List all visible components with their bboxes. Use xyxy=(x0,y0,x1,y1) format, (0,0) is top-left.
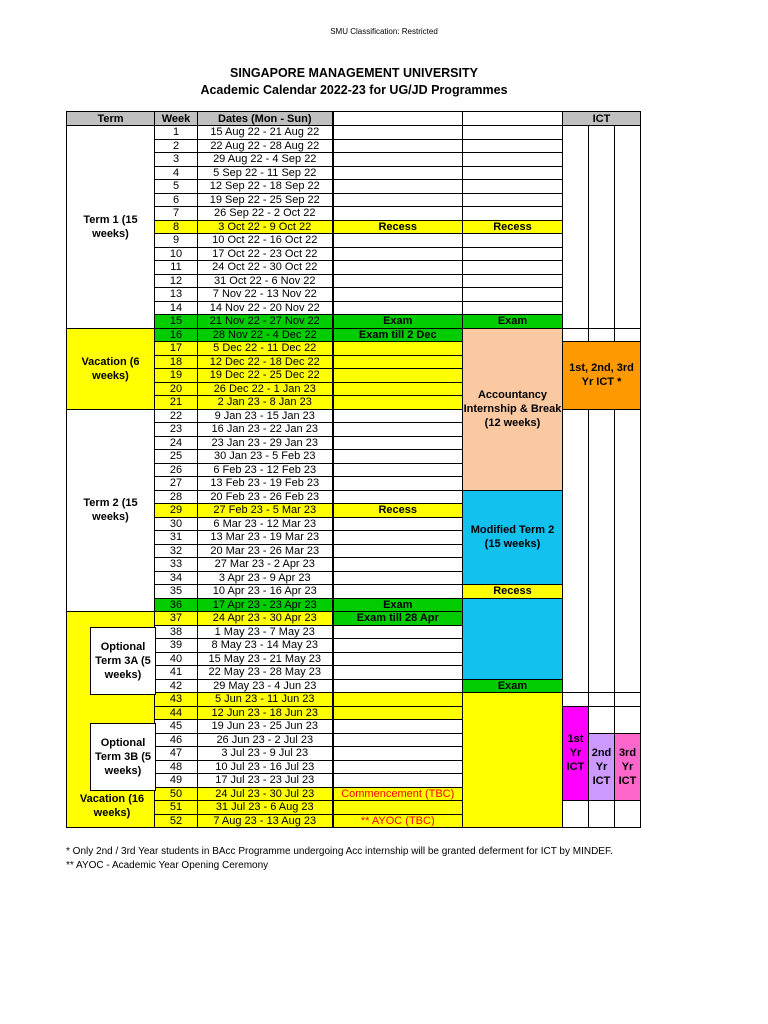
acc-internship-cell: Accountancy Internship & Break (12 weeks) xyxy=(463,328,563,490)
footnote-ict-deferment: * Only 2nd / 3rd Year students in BAcc Programme undergoing Acc internship will be granted deferment for ICT by MINDEF. xyxy=(66,846,613,857)
acc-cell xyxy=(463,166,563,180)
event-cell xyxy=(333,652,463,666)
week-dates: 23 Jan 23 - 29 Jan 23 xyxy=(198,436,333,450)
recess-cell: Recess xyxy=(333,220,463,234)
week-number: 26 xyxy=(155,463,198,477)
university-title: SINGAPORE MANAGEMENT UNIVERSITY xyxy=(230,66,478,80)
week-dates: 8 May 23 - 14 May 23 xyxy=(198,639,333,653)
week-dates: 10 Oct 22 - 16 Oct 22 xyxy=(198,234,333,248)
week-number: 48 xyxy=(155,760,198,774)
week-number: 25 xyxy=(155,450,198,464)
ict-year-3-cell: 3rd Yr ICT xyxy=(615,733,641,801)
week-dates: 14 Nov 22 - 20 Nov 22 xyxy=(198,301,333,315)
week-number: 47 xyxy=(155,747,198,761)
acc-cell xyxy=(463,301,563,315)
event-cell xyxy=(333,679,463,693)
week-number: 40 xyxy=(155,652,198,666)
acc-recess-cell: Recess xyxy=(463,585,563,599)
week-number: 7 xyxy=(155,207,198,221)
week-dates: 12 Dec 22 - 18 Dec 22 xyxy=(198,355,333,369)
event-cell xyxy=(333,139,463,153)
week-number: 34 xyxy=(155,571,198,585)
week-dates: 30 Jan 23 - 5 Feb 23 xyxy=(198,450,333,464)
week-dates: 5 Sep 22 - 11 Sep 22 xyxy=(198,166,333,180)
ict-cell xyxy=(563,409,589,693)
event-cell xyxy=(333,207,463,221)
week-number: 51 xyxy=(155,801,198,815)
week-dates: 13 Mar 23 - 19 Mar 23 xyxy=(198,531,333,545)
week-dates: 9 Jan 23 - 15 Jan 23 xyxy=(198,409,333,423)
header-row xyxy=(67,112,641,126)
ict-cell xyxy=(589,706,615,733)
event-cell xyxy=(333,774,463,788)
ict-cell xyxy=(563,693,589,707)
week-number: 6 xyxy=(155,193,198,207)
week-dates: 26 Sep 22 - 2 Oct 22 xyxy=(198,207,333,221)
vacation-2-label xyxy=(72,791,152,821)
calendar-subtitle: Academic Calendar 2022-23 for UG/JD Programmes xyxy=(200,83,508,97)
exam-till-dec-cell: Exam till 2 Dec xyxy=(333,328,463,342)
exam-till-apr-cell: Exam till 28 Apr xyxy=(333,612,463,626)
ict-cell xyxy=(589,693,615,707)
event-cell xyxy=(333,301,463,315)
week-dates: 27 Mar 23 - 2 Apr 23 xyxy=(198,558,333,572)
week-number: 49 xyxy=(155,774,198,788)
week-number: 37 xyxy=(155,612,198,626)
week-number: 43 xyxy=(155,693,198,707)
event-header xyxy=(333,112,463,126)
week-number: 2 xyxy=(155,139,198,153)
week-dates: 15 May 23 - 21 May 23 xyxy=(198,652,333,666)
week-number: 3 xyxy=(155,153,198,167)
week-number: 42 xyxy=(155,679,198,693)
week-dates: 22 May 23 - 28 May 23 xyxy=(198,666,333,680)
week-number: 24 xyxy=(155,436,198,450)
event-cell xyxy=(333,342,463,356)
week-dates: 21 Nov 22 - 27 Nov 22 xyxy=(198,315,333,329)
ict-cell xyxy=(563,126,589,329)
ict-cell xyxy=(563,801,589,828)
week-number: 20 xyxy=(155,382,198,396)
week-dates: 19 Dec 22 - 25 Dec 22 xyxy=(198,369,333,383)
ict-cell xyxy=(615,126,641,329)
event-cell xyxy=(333,666,463,680)
event-cell xyxy=(333,625,463,639)
ict-cell xyxy=(589,328,615,342)
event-cell xyxy=(333,288,463,302)
ict-header: ICT xyxy=(563,112,641,126)
week-dates: 20 Feb 23 - 26 Feb 23 xyxy=(198,490,333,504)
ict-cell xyxy=(563,328,589,342)
modified-term-2-cell: Modified Term 2 (15 weeks) xyxy=(463,490,563,585)
week-number: 28 xyxy=(155,490,198,504)
week-dates: 22 Aug 22 - 28 Aug 22 xyxy=(198,139,333,153)
event-cell xyxy=(333,234,463,248)
week-number: 36 xyxy=(155,598,198,612)
event-cell xyxy=(333,450,463,464)
event-cell xyxy=(333,531,463,545)
week-dates: 17 Jul 23 - 23 Jul 23 xyxy=(198,774,333,788)
acc-header xyxy=(463,112,563,126)
week-dates: 17 Oct 22 - 23 Oct 22 xyxy=(198,247,333,261)
ict-cell xyxy=(615,409,641,693)
week-row xyxy=(67,126,641,140)
vacation-2-text: Vacation (16 weeks) xyxy=(79,793,145,819)
event-cell xyxy=(333,517,463,531)
event-cell xyxy=(333,571,463,585)
week-dates: 16 Jan 23 - 22 Jan 23 xyxy=(198,423,333,437)
week-number: 8 xyxy=(155,220,198,234)
week-dates: 29 Aug 22 - 4 Sep 22 xyxy=(198,153,333,167)
event-cell xyxy=(333,585,463,599)
week-dates: 26 Dec 22 - 1 Jan 23 xyxy=(198,382,333,396)
week-dates: 31 Jul 23 - 6 Aug 23 xyxy=(198,801,333,815)
event-cell xyxy=(333,436,463,450)
ict-cell xyxy=(615,706,641,733)
ayoc-cell: ** AYOC (TBC) xyxy=(333,814,463,828)
acc-cell xyxy=(463,207,563,221)
commencement-cell: Commencement (TBC) xyxy=(333,787,463,801)
event-cell xyxy=(333,747,463,761)
week-number: 1 xyxy=(155,126,198,140)
week-dates: 20 Mar 23 - 26 Mar 23 xyxy=(198,544,333,558)
ict-cell xyxy=(615,801,641,828)
acc-cell xyxy=(463,193,563,207)
week-dates: 6 Mar 23 - 12 Mar 23 xyxy=(198,517,333,531)
week-number: 10 xyxy=(155,247,198,261)
week-dates: 24 Apr 23 - 30 Apr 23 xyxy=(198,612,333,626)
week-number: 52 xyxy=(155,814,198,828)
week-dates: 5 Jun 23 - 11 Jun 23 xyxy=(198,693,333,707)
event-cell xyxy=(333,261,463,275)
acc-cell xyxy=(463,288,563,302)
ict-cell xyxy=(589,126,615,329)
term-3a-label xyxy=(90,627,156,695)
week-dates: 7 Nov 22 - 13 Nov 22 xyxy=(198,288,333,302)
event-cell xyxy=(333,180,463,194)
week-number: 17 xyxy=(155,342,198,356)
event-cell xyxy=(333,477,463,491)
week-number: 35 xyxy=(155,585,198,599)
ict-cell xyxy=(615,693,641,707)
week-number: 12 xyxy=(155,274,198,288)
event-cell xyxy=(333,193,463,207)
dates-header: Dates (Mon - Sun) xyxy=(198,112,333,126)
acc-recess-cell: Recess xyxy=(463,220,563,234)
week-number: 22 xyxy=(155,409,198,423)
week-number: 38 xyxy=(155,625,198,639)
acc-cell xyxy=(463,247,563,261)
recess-cell: Recess xyxy=(333,504,463,518)
event-cell xyxy=(333,558,463,572)
week-number: 14 xyxy=(155,301,198,315)
week-number: 23 xyxy=(155,423,198,437)
week-number: 41 xyxy=(155,666,198,680)
academic-calendar-table xyxy=(66,111,641,828)
week-dates: 2 Jan 23 - 8 Jan 23 xyxy=(198,396,333,410)
term-2-cell: Term 2 (15 weeks) xyxy=(67,409,155,612)
modified-term-2-cont xyxy=(463,598,563,679)
exam-cell: Exam xyxy=(333,598,463,612)
acc-cell xyxy=(463,234,563,248)
week-dates: 3 Jul 23 - 9 Jul 23 xyxy=(198,747,333,761)
week-dates: 24 Jul 23 - 30 Jul 23 xyxy=(198,787,333,801)
event-cell xyxy=(333,126,463,140)
event-cell xyxy=(333,801,463,815)
event-cell xyxy=(333,166,463,180)
week-dates: 6 Feb 23 - 12 Feb 23 xyxy=(198,463,333,477)
week-number: 9 xyxy=(155,234,198,248)
term-1-cell: Term 1 (15 weeks) xyxy=(67,126,155,329)
week-dates: 24 Oct 22 - 30 Oct 22 xyxy=(198,261,333,275)
acc-cell xyxy=(463,126,563,140)
acc-cell xyxy=(463,153,563,167)
event-cell xyxy=(333,706,463,720)
week-number: 39 xyxy=(155,639,198,653)
week-dates: 17 Apr 23 - 23 Apr 23 xyxy=(198,598,333,612)
week-dates: 29 May 23 - 4 Jun 23 xyxy=(198,679,333,693)
week-number: 5 xyxy=(155,180,198,194)
week-dates: 7 Aug 23 - 13 Aug 23 xyxy=(198,814,333,828)
event-cell xyxy=(333,247,463,261)
event-cell xyxy=(333,639,463,653)
event-cell xyxy=(333,355,463,369)
acc-vacation-cell xyxy=(463,693,563,828)
week-row xyxy=(67,328,641,342)
term-3b-label xyxy=(90,723,156,791)
acc-exam-cell: Exam xyxy=(463,679,563,693)
week-number: 30 xyxy=(155,517,198,531)
ict-cell xyxy=(589,801,615,828)
acc-cell xyxy=(463,139,563,153)
classification-label: SMU Classification: Restricted xyxy=(330,27,438,36)
footnote-ayoc: ** AYOC - Academic Year Opening Ceremony xyxy=(66,860,269,871)
event-cell xyxy=(333,733,463,747)
week-dates: 5 Dec 22 - 11 Dec 22 xyxy=(198,342,333,356)
ict-all-years-cell: 1st, 2nd, 3rd Yr ICT * xyxy=(563,342,641,410)
event-cell xyxy=(333,369,463,383)
event-cell xyxy=(333,720,463,734)
ict-year-1-cell: 1st Yr ICT xyxy=(563,706,589,801)
event-cell xyxy=(333,544,463,558)
week-number: 21 xyxy=(155,396,198,410)
acc-cell xyxy=(463,261,563,275)
event-cell xyxy=(333,693,463,707)
term-3a-text: Optional Term 3A (5 weeks) xyxy=(95,641,151,681)
week-number: 50 xyxy=(155,787,198,801)
week-number: 27 xyxy=(155,477,198,491)
event-cell xyxy=(333,409,463,423)
week-dates: 3 Oct 22 - 9 Oct 22 xyxy=(198,220,333,234)
week-dates: 15 Aug 22 - 21 Aug 22 xyxy=(198,126,333,140)
acc-cell xyxy=(463,274,563,288)
week-dates: 28 Nov 22 - 4 Dec 22 xyxy=(198,328,333,342)
exam-cell: Exam xyxy=(333,315,463,329)
week-dates: 10 Apr 23 - 16 Apr 23 xyxy=(198,585,333,599)
week-number: 45 xyxy=(155,720,198,734)
week-number: 19 xyxy=(155,369,198,383)
week-number: 18 xyxy=(155,355,198,369)
week-number: 32 xyxy=(155,544,198,558)
week-dates: 31 Oct 22 - 6 Nov 22 xyxy=(198,274,333,288)
ict-cell xyxy=(589,409,615,693)
week-dates: 19 Jun 23 - 25 Jun 23 xyxy=(198,720,333,734)
term-header: Term xyxy=(67,112,155,126)
week-header: Week xyxy=(155,112,198,126)
event-cell xyxy=(333,490,463,504)
acc-cell xyxy=(463,180,563,194)
week-dates: 26 Jun 23 - 2 Jul 23 xyxy=(198,733,333,747)
week-number: 33 xyxy=(155,558,198,572)
event-cell xyxy=(333,423,463,437)
week-number: 44 xyxy=(155,706,198,720)
event-cell xyxy=(333,760,463,774)
week-dates: 13 Feb 23 - 19 Feb 23 xyxy=(198,477,333,491)
week-number: 16 xyxy=(155,328,198,342)
vacation-1-cell: Vacation (6 weeks) xyxy=(67,328,155,409)
event-cell xyxy=(333,463,463,477)
week-number: 4 xyxy=(155,166,198,180)
week-number: 15 xyxy=(155,315,198,329)
ict-year-2-cell: 2nd Yr ICT xyxy=(589,733,615,801)
week-number: 11 xyxy=(155,261,198,275)
acc-exam-cell: Exam xyxy=(463,315,563,329)
week-dates: 27 Feb 23 - 5 Mar 23 xyxy=(198,504,333,518)
event-cell xyxy=(333,396,463,410)
week-dates: 3 Apr 23 - 9 Apr 23 xyxy=(198,571,333,585)
week-dates: 1 May 23 - 7 May 23 xyxy=(198,625,333,639)
week-dates: 10 Jul 23 - 16 Jul 23 xyxy=(198,760,333,774)
week-dates: 19 Sep 22 - 25 Sep 22 xyxy=(198,193,333,207)
week-number: 29 xyxy=(155,504,198,518)
event-cell xyxy=(333,153,463,167)
week-number: 31 xyxy=(155,531,198,545)
event-cell xyxy=(333,274,463,288)
term-3b-text: Optional Term 3B (5 weeks) xyxy=(94,737,152,777)
ict-cell xyxy=(615,328,641,342)
week-dates: 12 Sep 22 - 18 Sep 22 xyxy=(198,180,333,194)
week-number: 46 xyxy=(155,733,198,747)
week-dates: 12 Jun 23 - 18 Jun 23 xyxy=(198,706,333,720)
event-cell xyxy=(333,382,463,396)
week-number: 13 xyxy=(155,288,198,302)
